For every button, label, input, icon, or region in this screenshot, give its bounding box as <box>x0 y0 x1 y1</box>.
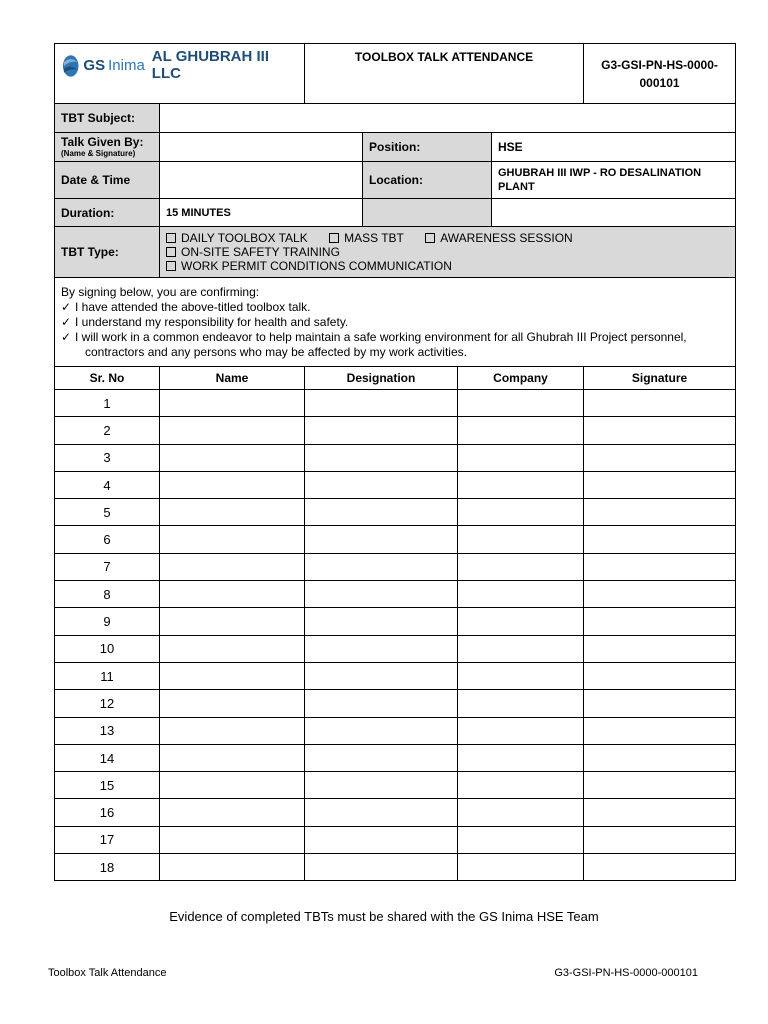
sr-no-cell: 5 <box>55 499 160 526</box>
name-cell[interactable] <box>160 826 305 853</box>
name-cell[interactable] <box>160 717 305 744</box>
name-cell[interactable] <box>160 799 305 826</box>
confirmation-continuation: contractors and any persons who may be affected by my work activities. <box>85 344 467 359</box>
table-row <box>55 662 736 689</box>
table-row <box>55 826 736 853</box>
position-value[interactable]: HSE <box>492 133 736 162</box>
sr-no-cell: 7 <box>55 553 160 580</box>
company-cell[interactable] <box>458 608 584 635</box>
page-title: TOOLBOX TALK ATTENDANCE <box>305 44 584 104</box>
location-label: Location: <box>363 162 492 199</box>
type-option-mass[interactable] <box>329 231 404 245</box>
signature-cell[interactable] <box>584 608 736 635</box>
type-option-daily[interactable] <box>166 231 308 245</box>
type-option-label: WORK PERMIT CONDITIONS COMMUNICATION <box>181 259 452 273</box>
logo-inima-text: Inima <box>108 56 145 74</box>
name-cell[interactable] <box>160 854 305 881</box>
company-cell[interactable] <box>458 581 584 608</box>
subject-field[interactable] <box>160 104 736 133</box>
table-row <box>55 744 736 771</box>
table-row <box>55 390 736 417</box>
designation-cell[interactable] <box>305 608 458 635</box>
datetime-label: Date & Time <box>55 162 160 199</box>
name-cell[interactable] <box>160 635 305 662</box>
talk-given-sublabel: (Name & Signature) <box>61 149 136 158</box>
signature-cell[interactable] <box>584 717 736 744</box>
confirmation-intro: By signing below, you are confirming: <box>61 284 260 299</box>
type-option-permit[interactable] <box>166 259 452 273</box>
checkbox-icon[interactable] <box>425 233 435 243</box>
designation-cell[interactable] <box>305 499 458 526</box>
position-label: Position: <box>363 133 492 162</box>
logo-company-text: AL GHUBRAH III LLC <box>151 48 270 82</box>
attendance-form <box>54 43 736 881</box>
type-option-label: MASS TBT <box>344 231 404 245</box>
sr-no-cell: 3 <box>55 444 160 471</box>
sr-no-cell: 17 <box>55 826 160 853</box>
table-row <box>55 499 736 526</box>
checkbox-icon[interactable] <box>166 233 176 243</box>
check-mark-icon: ✓ <box>61 299 72 314</box>
company-cell[interactable] <box>458 444 584 471</box>
location-value[interactable]: GHUBRAH III IWP - RO DESALINATION PLANT <box>492 162 736 199</box>
empty-shaded-cell <box>363 199 492 227</box>
name-cell[interactable] <box>160 471 305 498</box>
name-cell[interactable] <box>160 581 305 608</box>
type-option-label: AWARENESS SESSION <box>440 231 573 245</box>
name-cell[interactable] <box>160 444 305 471</box>
designation-cell[interactable] <box>305 417 458 444</box>
logo-gs-text: GS <box>83 56 106 74</box>
type-option-awareness[interactable] <box>425 231 572 245</box>
name-cell[interactable] <box>160 690 305 717</box>
company-cell[interactable] <box>458 390 584 417</box>
name-cell[interactable] <box>160 390 305 417</box>
company-cell[interactable] <box>458 471 584 498</box>
company-cell[interactable] <box>458 526 584 553</box>
check-mark-icon: ✓ <box>61 329 72 344</box>
talk-given-field[interactable] <box>160 133 363 162</box>
table-row <box>55 553 736 580</box>
designation-cell[interactable] <box>305 744 458 771</box>
table-row <box>55 799 736 826</box>
table-row <box>55 772 736 799</box>
column-header-company: Company <box>458 367 584 390</box>
signature-cell[interactable] <box>584 635 736 662</box>
signature-cell[interactable] <box>584 772 736 799</box>
signature-cell[interactable] <box>584 690 736 717</box>
name-cell[interactable] <box>160 417 305 444</box>
designation-cell[interactable] <box>305 690 458 717</box>
table-row <box>55 608 736 635</box>
company-cell[interactable] <box>458 772 584 799</box>
duration-value[interactable]: 15 MINUTES <box>160 199 363 227</box>
datetime-field[interactable] <box>160 162 363 199</box>
company-cell[interactable] <box>458 854 584 881</box>
name-cell[interactable] <box>160 553 305 580</box>
company-cell[interactable] <box>458 553 584 580</box>
column-header-name: Name <box>160 367 305 390</box>
company-cell[interactable] <box>458 635 584 662</box>
sr-no-cell: 13 <box>55 717 160 744</box>
designation-cell[interactable] <box>305 717 458 744</box>
company-cell[interactable] <box>458 662 584 689</box>
footer-title: Toolbox Talk Attendance <box>48 967 167 979</box>
table-row <box>55 471 736 498</box>
designation-cell[interactable] <box>305 772 458 799</box>
sr-no-cell: 16 <box>55 799 160 826</box>
confirmation-item: I will work in a common endeavor to help maintain a safe working environment for all Ghubrah III Project personnel, <box>75 329 687 344</box>
type-options <box>160 227 736 278</box>
name-cell[interactable] <box>160 772 305 799</box>
company-logo <box>61 48 298 82</box>
table-row <box>55 717 736 744</box>
signature-cell[interactable] <box>584 499 736 526</box>
designation-cell[interactable] <box>305 444 458 471</box>
company-cell[interactable] <box>458 499 584 526</box>
company-cell[interactable] <box>458 744 584 771</box>
sr-no-cell: 2 <box>55 417 160 444</box>
sr-no-cell: 18 <box>55 854 160 881</box>
signature-cell[interactable] <box>584 581 736 608</box>
evidence-note: Evidence of completed TBTs must be shared with the GS Inima HSE Team <box>169 909 599 924</box>
column-header-signature: Signature <box>584 367 736 390</box>
table-row <box>55 581 736 608</box>
sr-no-cell: 15 <box>55 772 160 799</box>
name-cell[interactable] <box>160 662 305 689</box>
empty-cell <box>492 199 736 227</box>
column-header-designation: Designation <box>305 367 458 390</box>
signature-cell[interactable] <box>584 417 736 444</box>
confirmation-block <box>55 278 736 367</box>
table-row <box>55 690 736 717</box>
designation-cell[interactable] <box>305 662 458 689</box>
sr-no-cell: 9 <box>55 608 160 635</box>
company-cell[interactable] <box>458 799 584 826</box>
document-code: G3-GSI-PN-HS-0000-000101 <box>584 44 736 104</box>
logo-cell <box>55 44 305 104</box>
name-cell[interactable] <box>160 608 305 635</box>
table-row <box>55 417 736 444</box>
designation-cell[interactable] <box>305 581 458 608</box>
subject-label: TBT Subject: <box>55 104 160 133</box>
sr-no-cell: 10 <box>55 635 160 662</box>
signature-cell[interactable] <box>584 826 736 853</box>
company-cell[interactable] <box>458 717 584 744</box>
column-header-sr-no: Sr. No <box>55 367 160 390</box>
checkbox-icon[interactable] <box>329 233 339 243</box>
signature-cell[interactable] <box>584 553 736 580</box>
designation-cell[interactable] <box>305 799 458 826</box>
designation-cell[interactable] <box>305 471 458 498</box>
attendance-rows <box>55 390 736 881</box>
checkbox-icon[interactable] <box>166 261 176 271</box>
company-cell[interactable] <box>458 690 584 717</box>
talk-given-label-cell <box>55 133 160 162</box>
signature-cell[interactable] <box>584 854 736 881</box>
name-cell[interactable] <box>160 526 305 553</box>
sr-no-cell: 14 <box>55 744 160 771</box>
table-row <box>55 526 736 553</box>
designation-cell[interactable] <box>305 826 458 853</box>
wave-logo-icon <box>61 52 80 78</box>
type-option-label: DAILY TOOLBOX TALK <box>181 231 308 245</box>
signature-cell[interactable] <box>584 662 736 689</box>
designation-cell[interactable] <box>305 854 458 881</box>
signature-cell[interactable] <box>584 744 736 771</box>
company-cell[interactable] <box>458 826 584 853</box>
sr-no-cell: 11 <box>55 662 160 689</box>
confirmation-item: I have attended the above-titled toolbox talk. <box>75 299 311 314</box>
table-row <box>55 444 736 471</box>
type-option-label: ON-SITE SAFETY TRAINING <box>181 245 340 259</box>
check-mark-icon: ✓ <box>61 314 72 329</box>
signature-cell[interactable] <box>584 799 736 826</box>
sr-no-cell: 8 <box>55 581 160 608</box>
signature-cell[interactable] <box>584 444 736 471</box>
confirmation-item: I understand my responsibility for health and safety. <box>75 314 349 329</box>
type-label: TBT Type: <box>55 227 160 278</box>
company-cell[interactable] <box>458 417 584 444</box>
footer-doc-code: G3-GSI-PN-HS-0000-000101 <box>554 967 698 979</box>
name-cell[interactable] <box>160 499 305 526</box>
signature-cell[interactable] <box>584 390 736 417</box>
designation-cell[interactable] <box>305 526 458 553</box>
sr-no-cell: 6 <box>55 526 160 553</box>
designation-cell[interactable] <box>305 635 458 662</box>
sr-no-cell: 12 <box>55 690 160 717</box>
signature-cell[interactable] <box>584 526 736 553</box>
checkbox-icon[interactable] <box>166 247 176 257</box>
type-option-onsite[interactable] <box>166 245 340 259</box>
designation-cell[interactable] <box>305 390 458 417</box>
sr-no-cell: 4 <box>55 471 160 498</box>
signature-cell[interactable] <box>584 471 736 498</box>
talk-given-label: Talk Given By: <box>61 135 144 149</box>
sr-no-cell: 1 <box>55 390 160 417</box>
table-row <box>55 635 736 662</box>
name-cell[interactable] <box>160 744 305 771</box>
table-row <box>55 854 736 881</box>
designation-cell[interactable] <box>305 553 458 580</box>
duration-label: Duration: <box>55 199 160 227</box>
